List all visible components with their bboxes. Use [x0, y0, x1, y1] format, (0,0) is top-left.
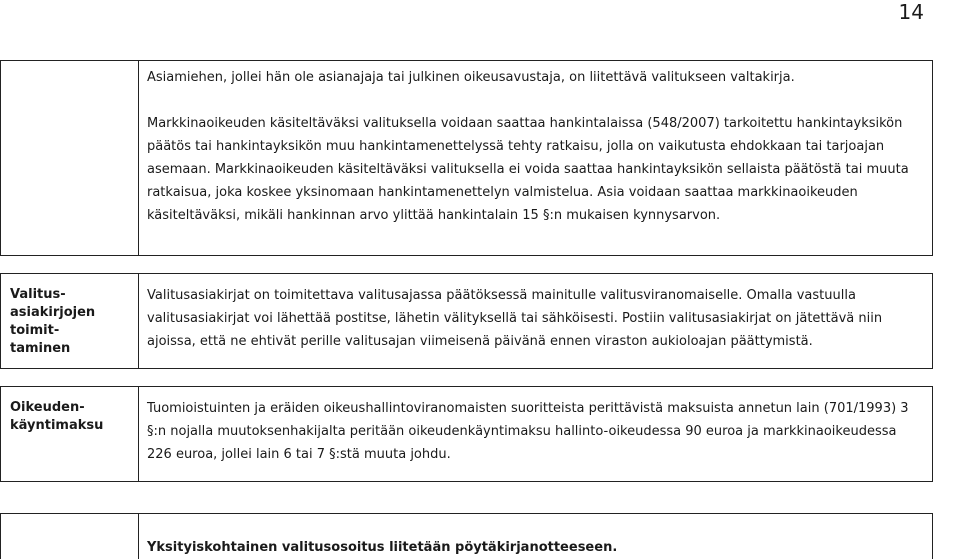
- footer-note-text: [147, 536, 918, 559]
- column-divider: [138, 61, 139, 255]
- page-number: 14: [898, 0, 924, 24]
- section-appeal-scope-text: [147, 66, 918, 227]
- delivery-label-line: taminen: [10, 341, 71, 356]
- delivery-text: [147, 284, 918, 353]
- column-divider: [138, 274, 139, 368]
- court-fee-text: [147, 397, 918, 466]
- delivery-paragraph: Valitusasiakirjat on toimitettava valitusajassa päätöksessä mainitulle valitusviranomaiselle. Omalla vastuulla valitusasiakirjat voi lähettää postitse, lähetin välityksellä tai sähköisesti. Postiin valitusasiakirjat on jätettävä niin ajoissa, että ne ehtivät perille valitusajan viimeisenä päivänä ennen viraston aukioloajan päättymistä.: [147, 288, 883, 349]
- court-fee-label-line: käyntimaksu: [10, 418, 104, 433]
- footer-note-paragraph: Yksityiskohtainen valitusosoitus liitetään pöytäkirjanotteeseen.: [147, 540, 618, 555]
- section-appeal-scope: [0, 60, 933, 256]
- delivery-label-line: Valitus-: [10, 287, 66, 302]
- court-fee-label-line: Oikeuden-: [10, 400, 85, 415]
- section-court-fee: [0, 386, 933, 482]
- power-of-attorney-text: Asiamiehen, jollei hän ole asianajaja tai julkinen oikeusavustaja, on liitettävä valitukseen valtakirja.: [147, 70, 795, 85]
- section-footer-note: [0, 513, 933, 559]
- delivery-label-line: asiakirjojen toimit-: [10, 305, 96, 338]
- section-delivery: [0, 273, 933, 369]
- column-divider: [138, 514, 139, 559]
- court-fee-label: [10, 399, 134, 435]
- delivery-label: [10, 286, 134, 358]
- court-fee-paragraph: Tuomioistuinten ja eräiden oikeushallintoviranomaisten suoritteista perittävistä maksuista annetun lain (701/1993) 3 §:n nojalla muutoksenhakijalta peritään oikeudenkäyntimaksu hallinto-oikeudessa 90 euroa ja markkinaoikeudessa 226 euroa, jollei lain 6 tai 7 §:stä muuta johdu.: [147, 401, 909, 462]
- appeal-scope-paragraph: Markkinaoikeuden käsiteltäväksi valituksella voidaan saattaa hankintalaissa (548/2007) tarkoitettu hankintayksikön päätös tai hankintayksikön muu hankintamenettelyssä tehty ratkaisu, jolla on vaikutusta ehdokkaan tai tarjoajan asemaan. Markkinaoikeuden käsiteltäväksi valituksella ei voida saattaa hankintayksikön sellaista päätöstä tai muuta ratkaisua, joka koskee yksinomaan hankintamenettelyn valmistelua. Asia voidaan saattaa markkinaoikeuden käsiteltäväksi, mikäli hankinnan arvo ylittää hankintalain 15 §:n mukaisen kynnysarvon.: [147, 116, 909, 223]
- column-divider: [138, 387, 139, 481]
